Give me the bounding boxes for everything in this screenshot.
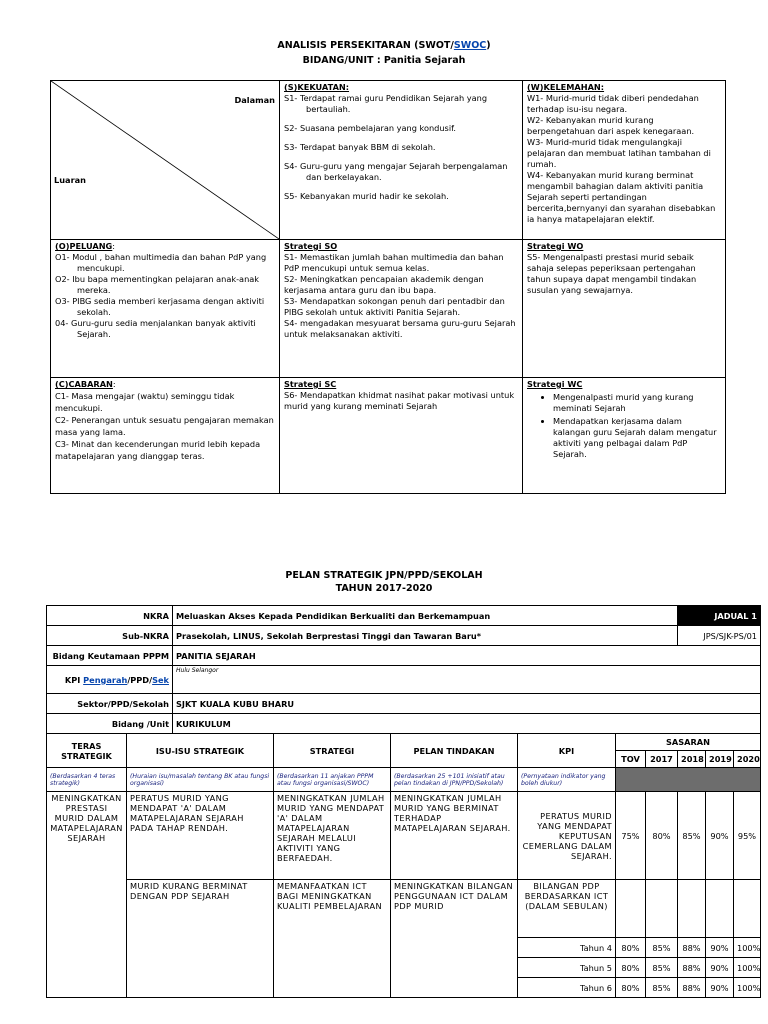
- year-2017-blank: [646, 880, 678, 938]
- swot-table: [50, 80, 726, 494]
- kekuatan-cell: [280, 81, 523, 240]
- year-2018-value: 88%: [678, 958, 706, 978]
- subnkra-value: Prasekolah, LINUS, Sekolah Berprestasi Tinggi dan Tawaran Baru*: [173, 626, 678, 646]
- year-2019-value: 90%: [706, 792, 734, 880]
- cabaran-cell: [51, 378, 280, 494]
- sektor-label: Sektor/PPD/Sekolah: [47, 694, 173, 714]
- kpi-label: [47, 666, 173, 694]
- strategi-wo-text: S5- Mengenalpasti prestasi murid sebaik sahaja selepas peperiksaan pertengahan tahun supaya dapat mengambil tindakan susulan yang sewajarnya.: [527, 252, 697, 295]
- teras-note: (Berdasarkan 4 teras strategik): [47, 768, 127, 792]
- teras-value: MENINGKATKAN PRESTASI MURID DALAM MATAPELAJARAN SEJARAH: [47, 792, 127, 998]
- year-2020-value: 100%: [734, 958, 761, 978]
- peluang-item: O3- PIBG sedia memberi kerjasama dengan aktiviti sekolah.: [55, 296, 265, 317]
- pelan-value: MENINGKATKAN JUMLAH MURID YANG BERMINAT TERHADAP MATAPELAJARAN SEJARAH.: [391, 792, 518, 880]
- kekuatan-item: S1- Terdapat ramai guru Pendidikan Sejarah yang bertauliah.: [284, 93, 488, 114]
- strategi-sc-cell: [280, 378, 523, 494]
- peluang-item: O2- Ibu bapa mementingkan pelajaran anak-anak mereka.: [55, 274, 260, 295]
- year-2018-value: 85%: [678, 792, 706, 880]
- strategi-wo-cell: [523, 240, 726, 378]
- tahun-label: Tahun 5: [518, 958, 616, 978]
- kekuatan-item: S2- Suasana pembelajaran yang kondusif.: [284, 123, 456, 133]
- cabaran-item: C3- Minat dan kecenderungan murid lebih kepada matapelajaran yang dianggap teras.: [55, 439, 261, 461]
- kekuatan-item: S4- Guru-guru yang mengajar Sejarah berpengalaman dan berkelayakan.: [284, 161, 508, 182]
- kpi-label-mid: /PPD/: [127, 674, 153, 685]
- peluang-colon: :: [112, 241, 116, 251]
- peluang-cell: [51, 240, 280, 378]
- strategi-so-item: S2- Meningkatkan pencapaian akademik dengan kerjasama antara guru dan ibu bapa.: [284, 274, 484, 295]
- year-2019-value: 90%: [706, 958, 734, 978]
- swot-title: [0, 39, 768, 52]
- strategi-sc-text: S6- Mendapatkan khidmat nasihat pakar motivasi untuk murid yang kurang meminati Sejarah: [284, 390, 515, 411]
- swoc-link[interactable]: SWOC: [453, 40, 487, 51]
- strategi-so-cell: [280, 240, 523, 378]
- year-2020-blank: [734, 880, 761, 938]
- kpi-value-text: PERATUS MURID YANG MENDAPAT KEPUTUSAN CEMERLANG DALAM SEJARAH.: [518, 792, 616, 880]
- isu-value: MURID KURANG BERMINAT DENGAN PDP SEJARAH: [127, 880, 274, 998]
- year-2017-value: 80%: [646, 792, 678, 880]
- kpi-label-text: KPI: [64, 674, 84, 685]
- year-2017-value: 85%: [646, 938, 678, 958]
- kekuatan-item: S3- Terdapat banyak BBM di sekolah.: [284, 142, 436, 152]
- unit-label: Bidang /Unit: [47, 714, 173, 734]
- peluang-heading: (O)PELUANG: [55, 241, 113, 251]
- kpi-value: Hulu Selangor: [173, 666, 761, 694]
- kelemahan-item: W2- Kebanyakan murid kurang berpengetahuan dari aspek kenegaraan.: [527, 115, 695, 136]
- year-2018-blank: [678, 880, 706, 938]
- kelemahan-item: W4- Kebanyakan murid kurang berminat mengambil bahagian dalam aktiviti panitia Sejarah seperti pertandingan bercerita,bernyanyi dan syarahan disebabkan ia hanya matapelajaran elektif.: [527, 170, 716, 224]
- swot-title-text: ANALISIS PERSEKITARAN (SWOT/: [277, 40, 454, 51]
- tov-value: 80%: [616, 958, 646, 978]
- tov-value: 75%: [616, 792, 646, 880]
- kpi-value-text: BILANGAN PDP BERDASARKAN ICT (DALAM SEBULAN): [518, 880, 616, 938]
- sasaran-header: SASARAN: [616, 734, 761, 751]
- document-code: JPS/SJK-PS/01: [678, 626, 761, 646]
- pelan-header: PELAN TINDAKAN: [391, 734, 518, 768]
- year-2020-value: 95%: [734, 792, 761, 880]
- strategi-so-heading: Strategi SO: [284, 241, 338, 251]
- peluang-item: O1- Modul , bahan multimedia dan bahan PdP yang mencukupi.: [55, 252, 267, 273]
- nkra-value: Meluaskan Akses Kepada Pendidikan Berkualiti dan Berkemampuan: [173, 606, 678, 626]
- cabaran-item: C2- Penerangan untuk sesuatu pengajaran memakan masa yang lama.: [55, 415, 274, 437]
- strategi-wc-item: • Mendapatkan kerjasama dalam kalangan guru Sejarah dalam mengatur aktiviti yang pelbagai dalam PdP Sejarah.: [553, 416, 721, 460]
- cabaran-colon: :: [112, 379, 116, 389]
- kelemahan-heading: (W)KELEMAHAN:: [527, 82, 605, 92]
- subnkra-label: Sub-NKRA: [47, 626, 173, 646]
- nkra-label: NKRA: [47, 606, 173, 626]
- kelemahan-cell: [523, 81, 726, 240]
- strategi-so-item: S3- Mendapatkan sokongan penuh dari pentadbir dan PIBG sekolah untuk aktiviti Panitia Sejarah.: [284, 296, 505, 317]
- plan-table: [46, 605, 761, 998]
- strategi-value: MEMANFAATKAN ICT BAGI MENINGKATKAN KUALITI PEMBELAJARAN: [274, 880, 391, 998]
- swot-subtitle: BIDANG/UNIT : Panitia Sejarah: [302, 55, 466, 66]
- year-2020-value: 100%: [734, 978, 761, 998]
- sek-link[interactable]: Sek: [152, 674, 169, 685]
- pelan-value: MENINGKATKAN BILANGAN PENGGUNAAN ICT DALAM PDP MURID: [391, 880, 518, 998]
- isu-value: PERATUS MURID YANG MENDAPAT 'A' DALAM MATAPELAJARAN SEJARAH PADA TAHAP RENDAH.: [127, 792, 274, 880]
- strategi-wc-heading: Strategi WC: [527, 379, 583, 389]
- year-2018-value: 88%: [678, 978, 706, 998]
- strategi-sc-heading: Strategi SC: [284, 379, 337, 389]
- isu-note: (Huraian isu/masalah tentang BK atau fungsi organisasi): [127, 768, 274, 792]
- year-2018-header: 2018: [678, 751, 706, 768]
- year-2019-value: 90%: [706, 938, 734, 958]
- luaran-label: Luaran: [54, 175, 86, 185]
- kpi-note: (Pernyataan indikator yang boleh diukur): [518, 768, 616, 792]
- strategi-wc-list: [527, 392, 721, 460]
- tahun-label: Tahun 4: [518, 938, 616, 958]
- kelemahan-item: W3- Murid-murid tidak mengulangkaji pelajaran dan membuat latihan tambahan di rumah.: [527, 137, 711, 169]
- strategi-wo-heading: Strategi WO: [527, 241, 584, 251]
- tov-header: TOV: [616, 751, 646, 768]
- year-2019-value: 90%: [706, 978, 734, 998]
- bidang-label: Bidang Keutamaan PPPM: [47, 646, 173, 666]
- year-2019-blank: [706, 880, 734, 938]
- teras-header: TERAS STRATEGIK: [47, 734, 127, 768]
- year-2017-header: 2017: [646, 751, 678, 768]
- kpi-header: KPI: [518, 734, 616, 768]
- tahun-label: Tahun 6: [518, 978, 616, 998]
- swot-corner-cell: [51, 81, 280, 240]
- cabaran-item: C1- Masa mengajar (waktu) seminggu tidak mencukupi.: [55, 391, 235, 413]
- year-2020-value: 100%: [734, 938, 761, 958]
- isu-header: ISU-ISU STRATEGIK: [127, 734, 274, 768]
- kelemahan-item: W1- Murid-murid tidak diberi pendedahan terhadap isu-isu negara.: [527, 93, 699, 114]
- strategi-value: MENINGKATKAN JUMLAH MURID YANG MENDAPAT 'A' DALAM MATAPELAJARAN SEJARAH MELALUI AKTIVITI YANG BERFAEDAH.: [274, 792, 391, 880]
- sasaran-shaded-cell: [616, 768, 761, 792]
- pengarah-link[interactable]: Pengarah: [83, 674, 128, 685]
- strategi-header: STRATEGI: [274, 734, 391, 768]
- year-2018-value: 88%: [678, 938, 706, 958]
- bidang-value: PANITIA SEJARAH: [173, 646, 761, 666]
- kekuatan-heading: (S)KEKUATAN:: [284, 82, 350, 92]
- unit-value: KURIKULUM: [173, 714, 761, 734]
- strategi-note: (Berdasarkan 11 anjakan PPPM atau fungsi organisasi/SWOC): [274, 768, 391, 792]
- strategi-so-item: S1- Memastikan jumlah bahan multimedia dan bahan PdP mencukupi untuk semua kelas.: [284, 252, 504, 273]
- year-2019-header: 2019: [706, 751, 734, 768]
- strategi-so-item: S4- mengadakan mesyuarat bersama guru-guru Sejarah untuk melaksanakan aktiviti.: [284, 318, 516, 339]
- plan-subtitle: TAHUN 2017-2020: [335, 583, 433, 594]
- swot-title-suffix: ): [486, 40, 491, 51]
- year-2020-header: 2020: [734, 751, 761, 768]
- tov-blank: [616, 880, 646, 938]
- tov-value: 80%: [616, 978, 646, 998]
- kekuatan-item: S5- Kebanyakan murid hadir ke sekolah.: [284, 191, 449, 201]
- sektor-value: SJKT KUALA KUBU BHARU: [173, 694, 761, 714]
- pelan-note: (Berdasarkan 25 +101 inisiatif atau pelan tindakan di JPN/PPD/Sekolah): [391, 768, 518, 792]
- year-2017-value: 85%: [646, 958, 678, 978]
- strategi-wc-item: • Mengenalpasti murid yang kurang meminati Sejarah: [553, 392, 721, 414]
- dalaman-label: Dalaman: [234, 95, 275, 105]
- jadual-badge: JADUAL 1: [678, 606, 761, 626]
- year-2017-value: 85%: [646, 978, 678, 998]
- strategi-wc-cell: [523, 378, 726, 494]
- peluang-item: 04- Guru-guru sedia menjalankan banyak aktiviti Sejarah.: [55, 318, 256, 339]
- tov-value: 80%: [616, 938, 646, 958]
- plan-title: PELAN STRATEGIK JPN/PPD/SEKOLAH: [285, 570, 483, 581]
- cabaran-heading: (C)CABARAN: [55, 379, 113, 389]
